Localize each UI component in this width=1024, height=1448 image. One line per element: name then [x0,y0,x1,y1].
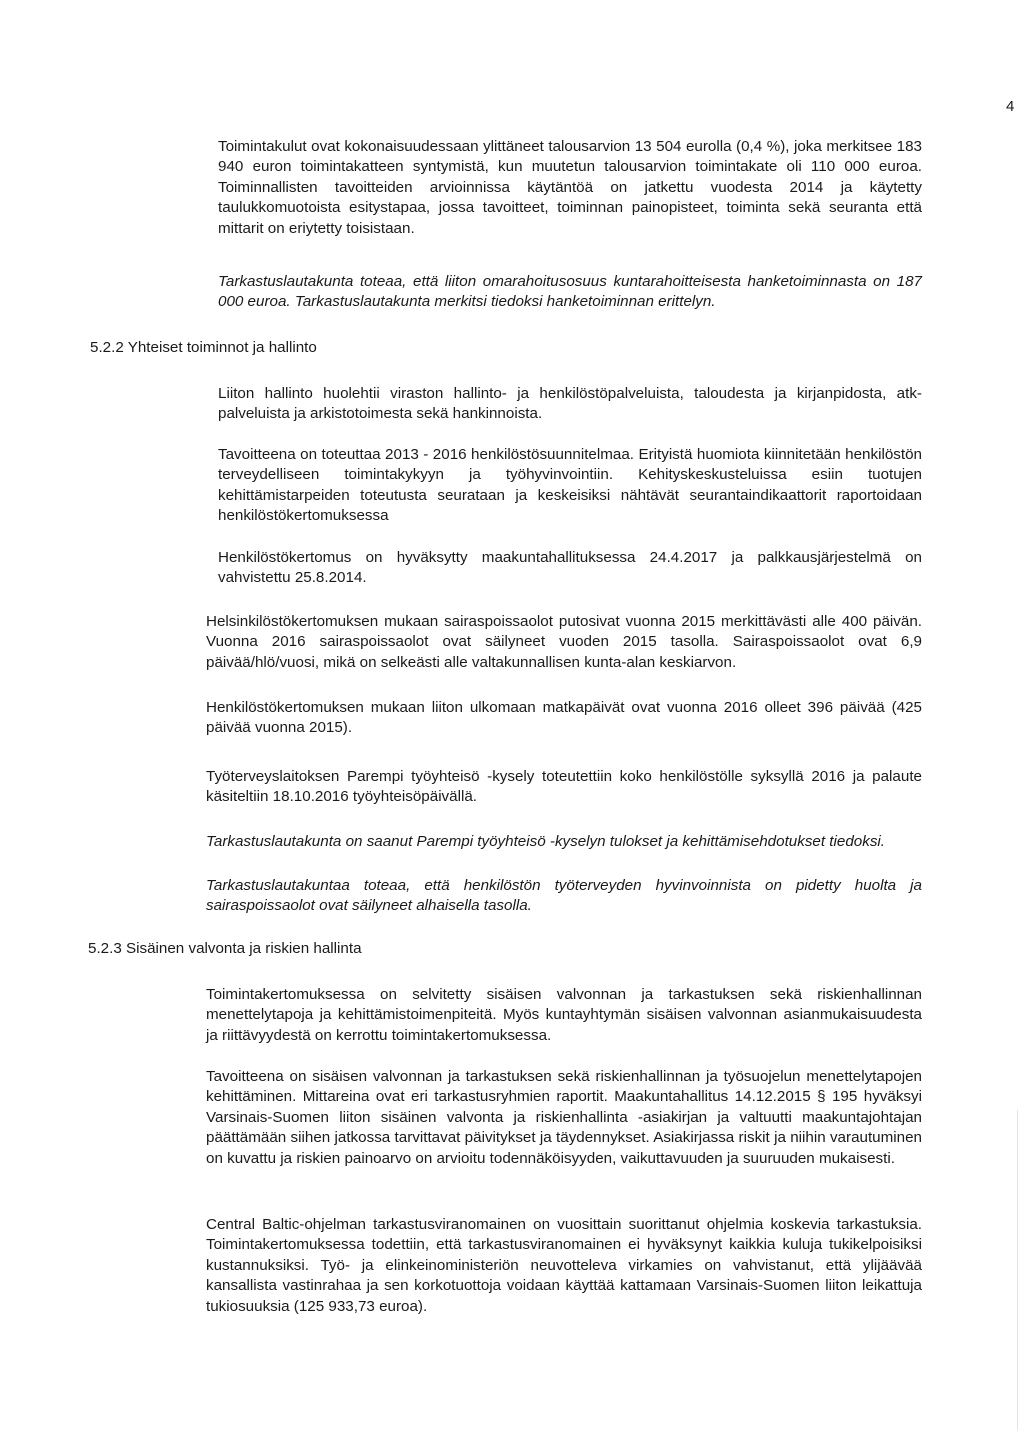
paragraph-522-7: Tarkastuslautakunta on saanut Parempi työyhteisö -kyselyn tulokset ja kehittämisehdotukset tiedoksi. [206,833,886,850]
paragraph-intro: Toimintakulut ovat kokonaisuudessaan ylittäneet talousarvion 13 504 eurolla (0,4 %), joka merkitsee 183 940 euron toimintakatteen syntymistä, kun muutetun talousarvion toimintakate oli 110 000 euroa. Toiminnallisten tavoitteiden arvioinnissa käytäntöä on jatkettu vuodesta 2014 ja käytetty taulukkomuotoista esitystapaa, jossa tavoitteet, toiminnan painopisteet, toiminta sekä seuranta että mittarit on eriytetty toisistaan. [218,138,922,237]
scan-edge-line [1017,1110,1018,1430]
paragraph-523-2: Tavoitteena on sisäisen valvonnan ja tarkastuksen sekä riskienhallinnan ja työsuojelun menettelytapojen kehittäminen. Mittareina ovat eri tarkastusryhmien raportit. Maakuntahallitus 14.12.2015 § 195 hyväksyi Varsinais-Suomen liiton sisäinen valvonta ja riskienhallinta -asiakirjan ja valtuutti maakuntajohtajan päättämään siihen jatkossa tarvittavat päivitykset ja täydennykset. Asiakirjassa riskit ja niihin varautuminen on kuvattu ja riskien painoarvo on arvioitu todennäköisyyden, vaikuttavuuden ja suuruuden mukaisesti. [206,1068,922,1167]
paragraph-522-2: Tavoitteena on toteuttaa 2013 - 2016 henkilöstösuunnitelmaa. Erityistä huomiota kiinnitetään henkilöstön terveydelliseen toimintakykyyn ja työhyvinvointiin. Kehityskeskusteluissa esiin tuotujen kehittämistarpeiden toteutusta seurataan ja keskeisiksi nähtävät seurantaindikaattorit raportoidaan henkilöstökertomuksessa [218,446,922,525]
section-heading-522: 5.2.2 Yhteiset toiminnot ja hallinto [90,339,317,356]
paragraph-523-3: Central Baltic-ohjelman tarkastusviranomainen on vuosittain suorittanut ohjelmia koskevia tarkastuksia. Toimintakertomuksessa todettiin, että tarkastusviranomainen ei hyväksynyt kaikkia kuluja tukikelpoisiksi kustannuksiksi. Työ- ja elinkeinoministeriön neuvotteleva virkamies on vahvistanut, että ylijäävää kansallista vastinrahaa ja sen korkotuottoja voidaan käyttää kattamaan Varsinais-Suomen liiton leikattuja tukiosuuksia (125 933,73 euroa). [206,1216,922,1315]
paragraph-522-3: Henkilöstökertomus on hyväksytty maakuntahallituksessa 24.4.2017 ja palkkausjärjestelmä on vahvistettu 25.8.2014. [218,549,922,587]
paragraph-522-1: Liiton hallinto huolehtii viraston hallinto- ja henkilöstöpalveluista, taloudesta ja kirjanpidosta, atk-palveluista ja arkistotoimesta sekä hankinnoista. [218,385,922,423]
section-heading-523: 5.2.3 Sisäinen valvonta ja riskien hallinta [88,940,362,957]
paragraph-522-6: Työterveyslaitoksen Parempi työyhteisö -kysely toteutettiin koko henkilöstölle syksyllä 2016 ja palaute käsiteltiin 18.10.2016 työyhteisöpäivällä. [206,768,922,806]
paragraph-522-5: Henkilöstökertomuksen mukaan liiton ulkomaan matkapäivät ovat vuonna 2016 olleet 396 päivää (425 päivää vuonna 2015). [206,699,922,737]
page-number: 4 [1006,98,1015,115]
paragraph-523-1: Toimintakertomuksessa on selvitetty sisäisen valvonnan ja tarkastuksen sekä riskienhallinnan menettelytapoja ja kehittämistoimenpiteitä. Myös kuntayhtymän sisäisen valvonnan asianmukaisuudesta ja riittävyydestä on kerrottu toimintakertomuksessa. [206,986,922,1044]
paragraph-522-8: Tarkastuslautakuntaa toteaa, että henkilöstön työterveyden hyvinvoinnista on pidetty huolta ja sairaspoissaolot ovat säilyneet alhaisella tasolla. [206,877,922,915]
paragraph-statement: Tarkastuslautakunta toteaa, että liiton omarahoitusosuus kuntarahoitteisesta hanketoiminnasta on 187 000 euroa. Tarkastuslautakunta merkitsi tiedoksi hanketoiminnan erittelyn. [218,273,922,311]
paragraph-522-4: Helsinkilöstökertomuksen mukaan sairaspoissaolot putosivat vuonna 2015 merkittävästi alle 400 päivän. Vuonna 2016 sairaspoissaolot ovat säilyneet vuoden 2015 tasolla. Sairaspoissaolot ovat 6,9 päivää/hlö/vuosi, mikä on selkeästi alle valtakunnallisen kunta-alan keskiarvon. [206,613,922,671]
